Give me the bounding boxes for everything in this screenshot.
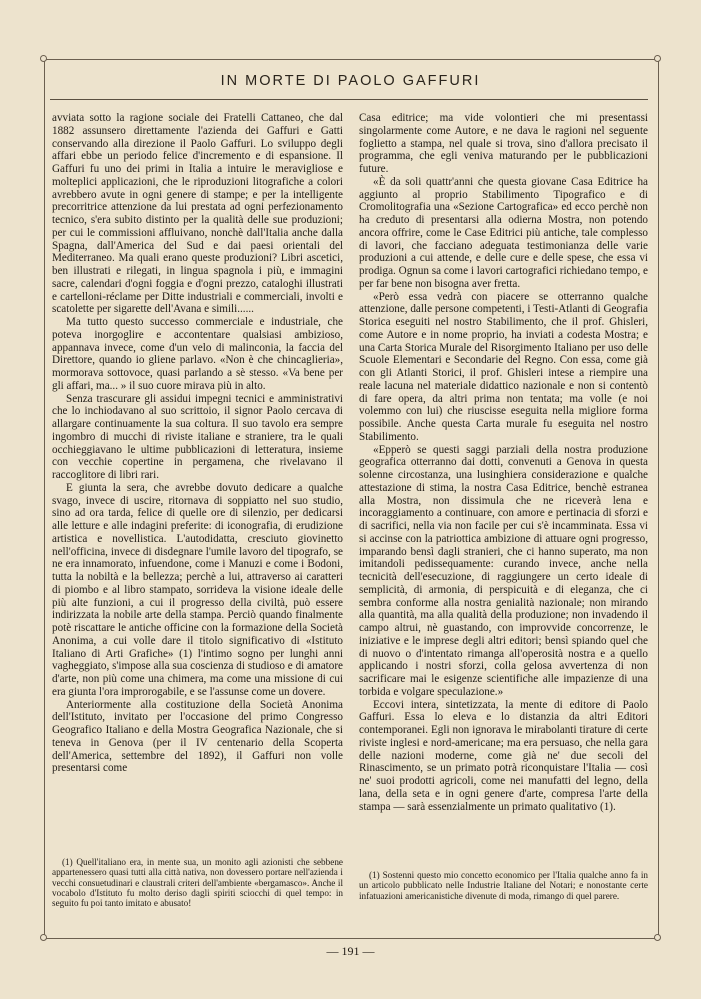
page-title: IN MORTE DI PAOLO GAFFURI [220, 73, 481, 89]
top-right-ornament [654, 55, 661, 62]
paragraph: «Però essa vedrà con piacere se otterranno qualche attenzione, dalle persone competenti, i Testi-Atlanti di Geografia Storica eseguiti nel nostro Stabilimento, che il prof. Ghisleri, come Autore e in nome proprio, ha inviati a codesta Mostra; e una Carta Storica Murale del Risorgimento Italiano per uso delle Scuole Elementari e Secondarie del Regno. Con essa, come già con gli Atlanti Storici, il prof. Ghisleri intese a riempire una reale lacuna nel materiale didattico nazionale e non si contentò di fare opera, da altri prima non tentata; ma volle (e noi volemmo con lui) che riuscisse eseguita nella migliore forma possibile. Anche questa Carta murale fu eseguita nel nostro Stabilimento. [359, 290, 648, 443]
bottom-frame-rule [44, 938, 658, 939]
paragraph: Ma tutto questo successo commerciale e industriale, che poteva inorgoglire e accontentare qualsiasi ambizioso, appannava invece, come d'un velo di malinconia, la faccia del Direttore, quando io gliene parlavo. «Non è che chincaglieria», mormorava sottovoce, quasi parlando a sè stesso. «Va bene per gli affari, ma... » il suo cuore mirava più in alto. [52, 316, 343, 392]
top-frame-rule [44, 59, 658, 60]
top-left-ornament [40, 55, 47, 62]
paragraph: Senza trascurare gli assidui impegni tecnici e amministrativi che lo inchiodavano al suo scrittoio, il signor Paolo cercava di allargare continuamente la sua coltura. Il suo tavolo era sempre ingombro di mucchi di riviste italiane e straniere, tra le quali occhieggiavano le ultime pubblicazioni di letteratura, insieme con vecchie copertine in pergamena, che rivelavano il raccoglitore di libri rari. [52, 392, 343, 481]
paragraph: Casa editrice; ma vide volontieri che mi presentassi singolarmente come Autore, e ne dava le ragioni nel seguente foglietto a stampa, nel quale si trova, sino d'allora precisato il programma, che egli veniva maturando per le pubblicazioni future. [359, 112, 648, 175]
footnote-text: (1) Sostenni questo mio concetto economico per l'Italia qualche anno fa in un articolo pubblicato nelle Industrie Italiane del Notari; e nonostante certe infatuazioni americanistiche divenute di moda, rimango di quel parere. [359, 870, 648, 901]
right-frame-rule [658, 59, 659, 938]
page-number: — 191 — [326, 944, 375, 958]
paragraph: «Epperò se questi saggi parziali della nostra produzione geografica otterranno dai dotti, convenuti a Genova in questa solenne circostanza, una lusinghiera considerazione e qualche attestazione di stima, la nostra Casa Editrice, benchè estranea alla Mostra, non dissimula che ne riceverà lena e incoraggiamento a continuare, con amore e pertinacia di sforzi e di sacrifici, nella via non facile per cui s'è incamminata. Essa vi si accinse con la patriottica ambizione di attuare ogni progresso, imparando bensì dagli stranieri, che ci hanno superato, ma non imitandoli pedissequamente: curando invece, anche nella tecnicità dell'esecuzione, di raggiungere un certo ideale di semplicità, di armonia, di perspicuità e di eleganza, che ci sembra conforme alla nostra genialità nazionale; non mirando alla quantità, ma alla qualità della produzione; non invadendo il campo altrui, nè guastando, con improvvide concorrenze, le iniziative e le imprese degli altri editori; bensì spiando quel che di nuovo o d'intentato rimanga all'operosità nostra e a quello applicando i nostri sforzi, colla gelosa avvertenza di non sacrificare mai le esigenze scientifiche alle impazienze di una torbida e volgare speculazione.» [359, 443, 648, 698]
paragraph: Anteriormente alla costituzione della Società Anonima dell'Istituto, invitato per l'occasione del primo Congresso Geografico Italiano e della Mostra Geografica Nazionale, che si teneva in Genova (per il IV centenario della Scoperta dell'America, settembre del 1892), il Gaffuri non volle presentarsi come [52, 698, 343, 775]
paragraph: «È da soli quattr'anni che questa giovane Casa Editrice ha aggiunto al proprio Stabilimento Tipografico e di Cromolitografia una «Sezione Cartografica» ed ecco perchè non ha creduto di presentarsi alla odierna Mostra, non potendo ancora offrire, come le Case Editrici più antiche, tale complesso di lavori, che facciano adeguata testimonianza delle varie produzioni a cui attende, e delle cure e delle spese, che essa vi prodiga. Ognun sa come i lavori cartografici richiedano tempo, e per far bene non bisogna aver fretta. [359, 175, 648, 290]
paragraph: E giunta la sera, che avrebbe dovuto dedicare a qualche svago, invece di uscire, ritornava di soppiatto nel suo studio, sino ad ora tarda, felice di quelle ore di silenzio, per dedicarsi alle letture e alle indagini preferite: di iconografia, di erudizione artistica e novellistica. L'autodidatta, cresciuto giovinetto nell'officina, invece di disdegnare l'umile lavoro del tipografo, se ne era innamorato, infuendone, come i Manuzi e come i Bodoni, tutta la nobiltà e la bellezza; perchè a lui, attraverso ai caratteri di piombo e al libro stampato, sorrideva la visione ideale delle più alte funzioni, a cui il progresso della civiltà, può essere indirizzata la nobile arte della stampa. Perciò quando finalmente potè riscattare le antiche officine con la formazione della Società Anonima, a cui volle dare il titolo significativo di «Istituto Italiano di Arti Grafiche» (1) l'intimo sogno per lunghi anni vagheggiato, s'impose alla sua coscienza di studioso e di amatore d'arte, non più come una chimera, ma come una missione di cui era giunta l'ora improrogabile, e se l'assunse come un dovere. [52, 481, 343, 698]
paragraph: Eccovi intera, sintetizzata, la mente di editore di Paolo Gaffuri. Essa lo eleva e lo distanzia da altri Editori contemporanei. Egli non ignorava le mirabolanti tirature di certe riviste inglesi e nord-americane; ma era persuaso, che nella gara delle nazioni moderne, come già ne' due secoli del Rinascimento, se un primato potrà riconquistare l'Italia — così ne' suoi prodotti agricoli, come nei manufatti del legno, della lana, della seta e in ogni genere d'arte, compresa l'arte della stampa — sarà essenzialmente un primato qualitativo (1). [359, 698, 648, 813]
left-text-column [52, 112, 343, 775]
bottom-right-ornament [654, 934, 661, 941]
footnote-left [52, 857, 343, 908]
left-frame-rule [44, 59, 45, 938]
footnote-text: (1) Quell'italiano era, in mente sua, un monito agli azionisti che sebbene appartenessero quasi tutti alla città nativa, non dovessero portare nell'azienda i vecchi consuetudinari e claustrali criteri dell'ambiente «bergamasco». Anche il vocabolo d'Istituto fu molto deriso dagli spiriti sciocchi di quel tempo: in seguito fu poi tanto imitato e abusato! [52, 857, 343, 909]
title-divider [50, 99, 648, 100]
bottom-left-ornament [40, 934, 47, 941]
footnote-right [359, 870, 648, 901]
paragraph: avviata sotto la ragione sociale dei Fratelli Cattaneo, che dal 1882 assunsero direttamente l'azienda dei Gaffuri e Gatti conservando alla direzione il Paolo Gaffuri. Lo sviluppo degli affari ebbe un periodo felice d'incremento e di espansione. Il Gaffuri fu uno dei primi in Italia a intuire le meravigliose e molteplici applicazioni, che le riproduzioni litografiche a colori avrebbero avute in ogni genere di stampe; e per la intelligente precorritrice attenzione da lui prestata ad ogni perfezionamento tecnico, s'era subito distinto per la qualità delle sue produzioni; per cui le commissioni affluivano, nonchè dall'Italia anche dalla Spagna, dall'America del Sud e dai paesi orientali del Mediterraneo. Ma quali erano queste produzioni? Libri ascetici, ben illustrati e rilegati, in lingua spagnola i più, e immagini sacre, calendari d'ogni foggia e d'ogni prezzo, cataloghi illustrati e cartelloni-réclame per Ditte industriali e commerciali, involti e scatolette per sigarette dell'Avana e simili...... [52, 112, 343, 316]
right-text-column [359, 112, 648, 813]
